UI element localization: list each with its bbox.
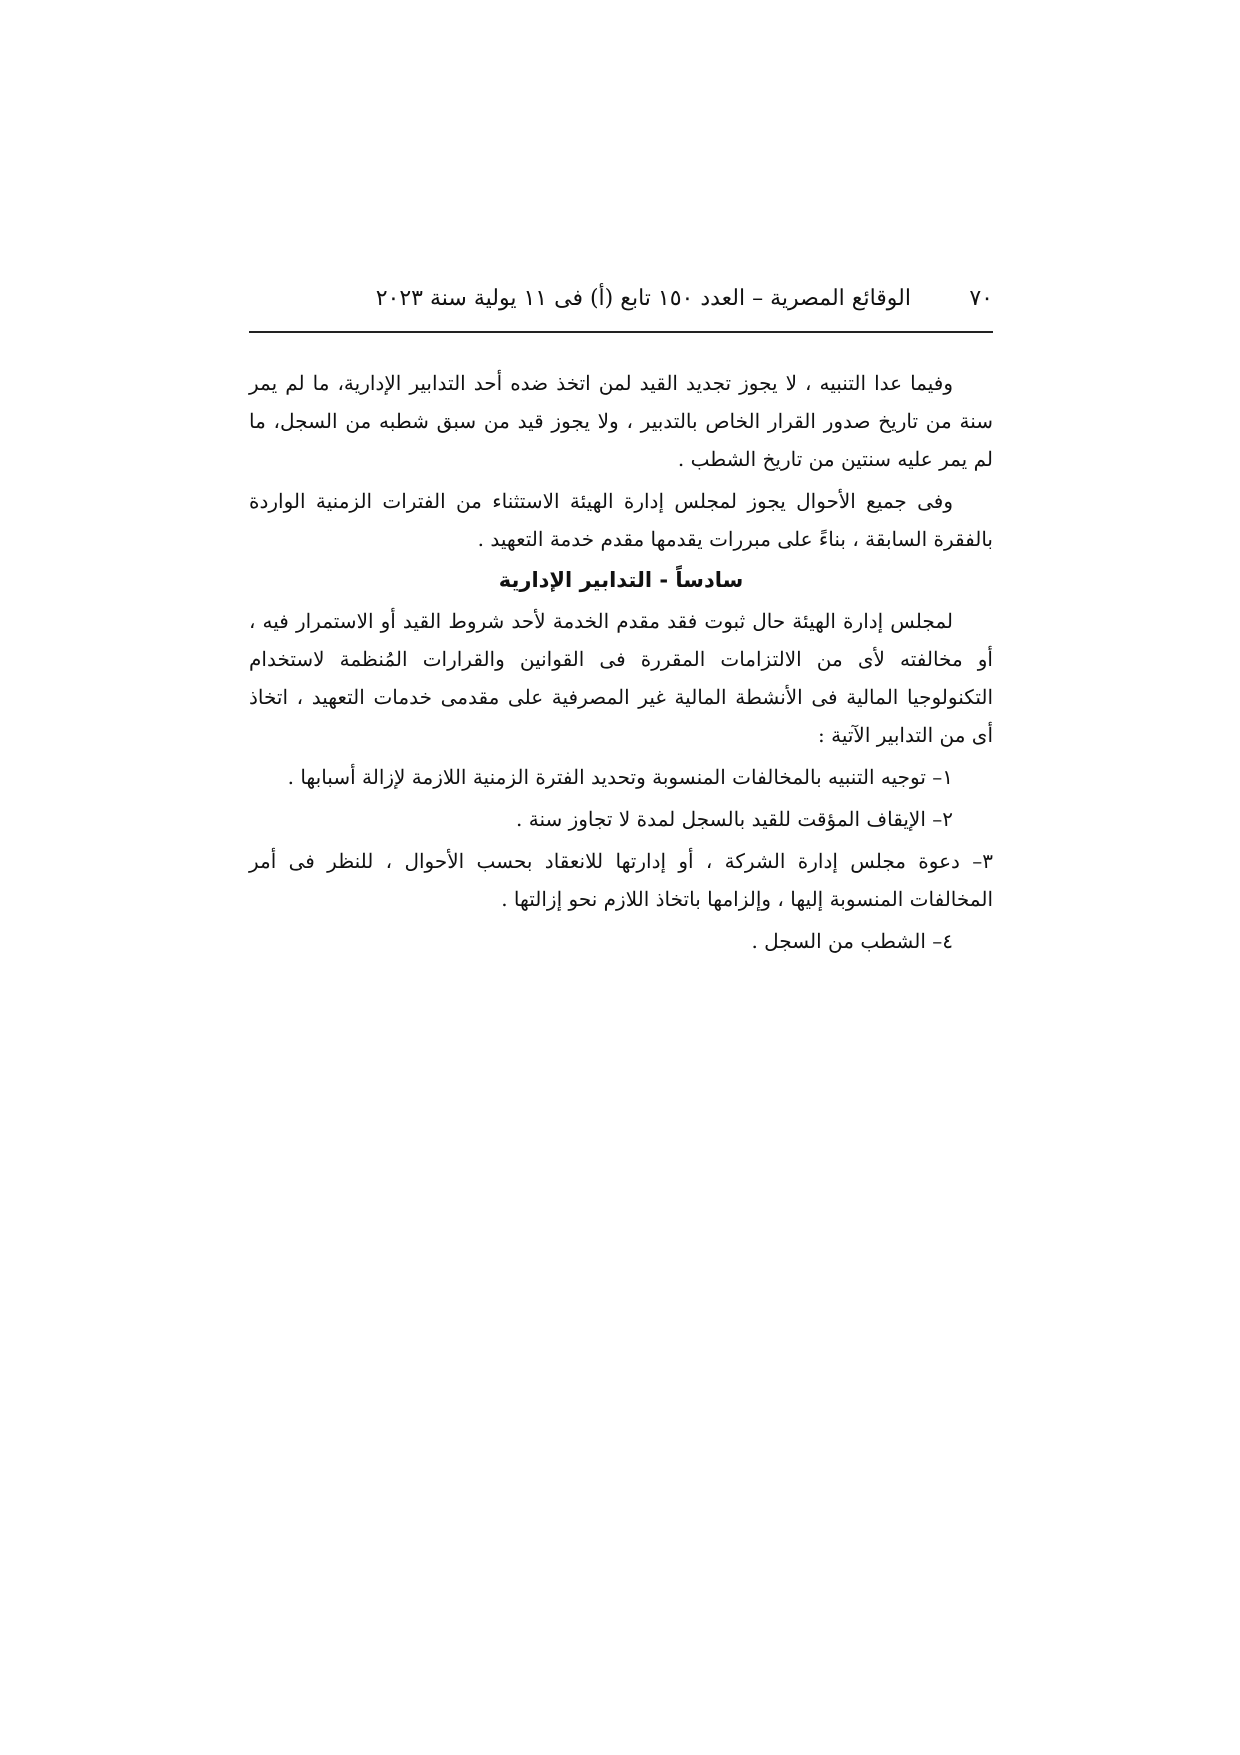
page-number: ٧٠ xyxy=(969,286,993,311)
document-body xyxy=(249,364,993,964)
paragraph-exception: وفى جميع الأحوال يجوز لمجلس إدارة الهيئة الاستثناء من الفترات الزمنية الواردة بالفقرة السابقة ، بناءً على مبررات يقدمها مقدم خدمة التعهيد . xyxy=(249,489,993,551)
list-item-board-meeting: ٣– دعوة مجلس إدارة الشركة ، أو إدارتها للانعقاد بحسب الأحوال ، للنظر فى أمر المخالفات المنسوبة إليها ، وإلزامها باتخاذ اللازم نحو إزالتها . xyxy=(249,849,993,911)
header-divider xyxy=(249,331,993,333)
paragraph-renewal-restriction: وفيما عدا التنبيه ، لا يجوز تجديد القيد لمن اتخذ ضده أحد التدابير الإدارية، ما لم يمر سنة من تاريخ صدور القرار الخاص بالتدبير ، ولا يجوز قيد من سبق شطبه من السجل، ما لم يمر عليه سنتين من تاريخ الشطب . xyxy=(249,371,993,471)
section-heading: سادساً - التدابير الإدارية xyxy=(498,568,744,592)
list-item-suspension: ٢– الإيقاف المؤقت للقيد بالسجل لمدة لا تجاوز سنة . xyxy=(516,807,953,831)
gazette-header-title: الوقائع المصرية – العدد ١٥٠ تابع (أ) فى ١١ يولية سنة ٢٠٢٣ xyxy=(375,286,911,311)
paragraph-board-powers: لمجلس إدارة الهيئة حال ثبوت فقد مقدم الخدمة لأحد شروط القيد أو الاستمرار فيه ، أو مخالفته لأى من الالتزامات المقررة فى القوانين والقرارات المُنظمة لاستخدام التكنولوجيا المالية فى الأنشطة المالية غير المصرفية على مقدمى خدمات التعهيد ، اتخاذ أى من التدابير الآتية : xyxy=(249,609,993,747)
list-item-deregistration: ٤– الشطب من السجل . xyxy=(751,929,953,953)
list-item-warning: ١– توجيه التنبيه بالمخالفات المنسوبة وتحديد الفترة الزمنية اللازمة لإزالة أسبابها . xyxy=(287,765,953,789)
page-header xyxy=(249,282,993,322)
